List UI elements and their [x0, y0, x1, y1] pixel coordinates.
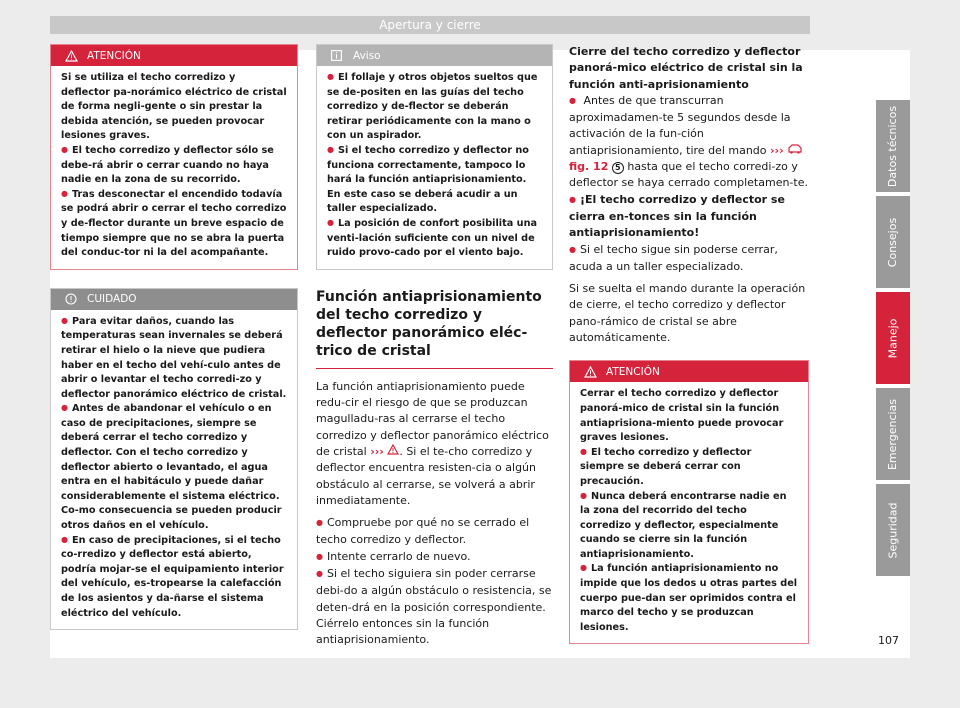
callout-number: 5 [612, 162, 624, 174]
tab-manejo[interactable] [876, 292, 910, 384]
note-bullet: ● La posición de confort posibilita una venti-lación suficiente con un nivel de ruido provo-cado por el viento bajo. [327, 217, 542, 261]
caution-header [51, 289, 297, 310]
warning-body [570, 382, 808, 643]
column-middle [316, 44, 553, 648]
note-box [316, 44, 553, 270]
section-text [316, 379, 553, 649]
note-label: Aviso [353, 49, 381, 62]
tab-label: Seguridad [886, 502, 900, 558]
figure-car-icon [787, 144, 803, 157]
closing-bullet: ● Si el techo sigue sin poderse cerrar, acuda a un taller especializado. [569, 242, 809, 276]
closing-instructions [569, 44, 809, 346]
cross-ref-arrow[interactable]: ››› [370, 444, 384, 458]
warning-bullet: ● Tras desconectar el encendido todavía se podrá abrir o cerrar el techo corredizo y de-flector durante un breve espacio de tiempo siempre que no se abra la puerta del conduc-tor ni la del acompañante. [61, 188, 287, 261]
caution-bullet: ● Para evitar daños, cuando las temperaturas sean invernales se deberá retirar el hielo o la nieve que pudiera haber en el techo del vehí-culo antes de abrir o levantar el techo corredi-zo y deflector panorámico eléctrico de cristal. [61, 315, 287, 403]
warning-triangle-icon [584, 366, 606, 378]
tab-label: Consejos [886, 217, 900, 267]
info-square-icon [331, 50, 353, 61]
closing-bullet [569, 93, 809, 192]
release-paragraph: Si se suelta el mando durante la operación de cierre, el techo corredizo y deflector pano-rámico de cristal se abre automáticamente. [569, 282, 806, 345]
warning-bullet: ● La función antiaprisionamiento no impide que los dedos u otras partes del cuerpo pue-dan ser oprimidos contra el marco del techo y se produzcan lesiones. [580, 562, 798, 635]
warning-bullet: ● El techo corredizo y deflector sólo se debe-rá abrir o cerrar cuando no haya nadie en la zona de su recorrido. [61, 144, 287, 188]
intro-text-a: La función antiaprisionamiento puede redu-cir el riesgo de que se produzcan magulladu-ras al cerrarse el techo corredizo y deflector panorámico eléctrico de cristal [316, 379, 549, 458]
note-bullet: ● El follaje y otros objetos sueltos que se de-positen en las guías del techo corredizo y de-flector se deberán retirar periódicamente con la mano o con un aspirador. [327, 71, 542, 144]
caution-circle-icon [65, 293, 87, 305]
intro-paragraph [316, 379, 553, 509]
warning-label: ATENCIÓN [606, 365, 660, 378]
cross-ref-arrow[interactable]: ››› [770, 143, 784, 157]
caution-label: CUIDADO [87, 293, 137, 306]
warning-bullet: ● Nunca deberá encontrarse nadie en la zona del recorrido del techo corredizo y deflector, especialmente cuando se cierre sin la función antiaprisionamiento. [580, 490, 798, 563]
caution-body [51, 310, 297, 629]
warning-box [50, 44, 298, 270]
figure-link[interactable]: fig. 12 [569, 160, 609, 174]
caution-bullet: ● En caso de precipitaciones, si el techo co-rredizo y deflector está abierto, podría mojar-se el equipamiento interior del vehículo, es-tropearse la calefacción de los asientos y da-ñarse el sistema eléctrico del vehículo. [61, 534, 287, 622]
page-number: 107 [878, 634, 899, 647]
closing-bullet: ● ¡El techo corredizo y deflector se cierra en-tonces sin la función antiaprisionamiento! [569, 192, 809, 242]
warning-header [570, 361, 808, 382]
chapter-header: Apertura y cierre [50, 16, 810, 34]
warning-triangle-icon [65, 50, 87, 62]
warning-box [569, 360, 809, 644]
column-right [569, 44, 809, 662]
tab-datos-tecnicos[interactable] [876, 100, 910, 192]
tab-label: Datos técnicos [886, 105, 900, 187]
tab-seguridad[interactable] [876, 484, 910, 576]
tab-consejos[interactable] [876, 196, 910, 288]
tab-label: Emergencias [886, 398, 900, 470]
warning-intro: Cerrar el techo corredizo y deflector panorá-mico de cristal sin la función antiaprisiona-miento puede provocar graves lesiones. [580, 388, 784, 444]
closing-text-a: Antes de que transcurran aproximadamen-te 5 segundos desde la activación de la fun-ción antiaprisionamiento, tire del mando [569, 93, 791, 157]
caution-bullet: ● Antes de abandonar el vehículo o en caso de precipitaciones, siempre se deberá cerrar el techo corredizo y deflector. Con el techo corredizo y deflector abierto o levantado, el agua entra en el habitáculo y puede dañar considerablemente el sistema eléctrico. Co-mo consecuencia se pueden producir otros daños en el vehículo. [61, 402, 287, 533]
step-bullet: ● Compruebe por qué no se cerrado el techo corredizo y deflector. [316, 515, 553, 549]
intro-text-b: . Si el te-cho corredizo y deflector encuentra resisten-cia o algún obstáculo al cerrarse, se volverá a abrir inmediatamente. [316, 444, 537, 507]
closing-heading: Cierre del techo corredizo y deflector panorá-mico eléctrico de cristal sin la función anti-aprisionamiento [569, 45, 803, 91]
note-header [317, 45, 552, 66]
step-bullet: ● Si el techo siguiera sin poder cerrarse debi-do a algún obstáculo o resistencia, se deten-drá en la posición correspondiente. Ciérrelo entonces sin la función antiaprisionamiento. [316, 566, 553, 648]
tab-label: Manejo [886, 318, 900, 358]
warning-triangle-icon[interactable] [387, 445, 399, 458]
section-title: Función antiaprisionamiento del techo corredizo y deflector panorámico eléc-trico de cristal [316, 288, 553, 369]
note-body [317, 66, 552, 269]
note-bullet: ● Si el techo corredizo y deflector no funciona correctamente, tampoco lo hará la función antiaprisionamiento. En este caso se deberá acudir a un taller especializado. [327, 144, 542, 217]
step-bullet: ● Intente cerrarlo de nuevo. [316, 549, 553, 566]
chapter-tabs [876, 100, 910, 580]
warning-body [51, 66, 297, 269]
warning-header [51, 45, 297, 66]
caution-box [50, 288, 298, 630]
warning-bullet: ● El techo corredizo y deflector siempre se deberá cerrar con precaución. [580, 446, 798, 490]
tab-emergencias[interactable] [876, 388, 910, 480]
closing-text-b: hasta que el techo corredi-zo y deflector se haya cerrado completamen-te. [569, 160, 808, 190]
column-left [50, 44, 298, 648]
warning-intro: Si se utiliza el techo corredizo y deflector pa-norámico eléctrico de cristal de forma negli-gente o sin prestar la debida atención, se pueden provocar lesiones graves. [61, 72, 287, 142]
warning-label: ATENCIÓN [87, 49, 141, 62]
